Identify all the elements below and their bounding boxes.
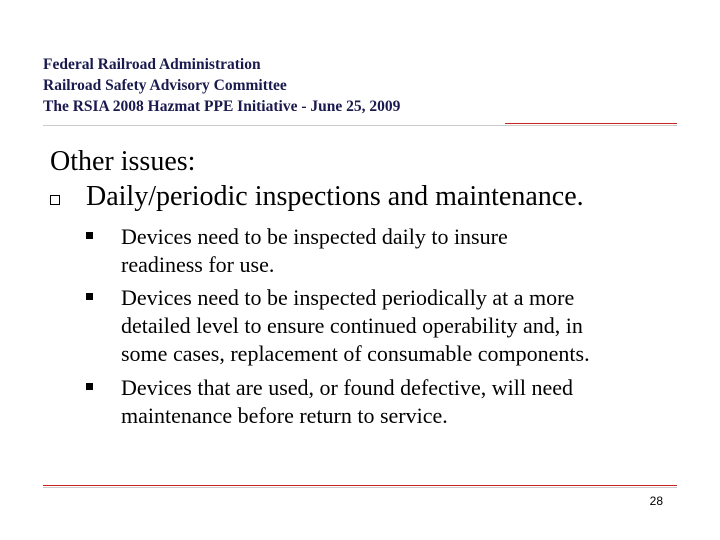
filled-square-bullet-icon <box>86 293 93 300</box>
bullet-level2-text <box>121 374 681 430</box>
filled-square-bullet-icon <box>86 383 93 390</box>
header-initiative: The RSIA 2008 Hazmat PPE Initiative - June 25, 2009 <box>43 98 401 115</box>
footer-divider <box>43 485 677 486</box>
header-divider <box>505 123 677 124</box>
filled-square-bullet-icon <box>86 232 93 239</box>
footer-divider-shadow <box>43 487 677 488</box>
bullet-line: Devices need to be inspected daily to insure <box>121 224 508 249</box>
bullet-line: detailed level to ensure continued operability and, in <box>121 313 583 338</box>
page-number: 28 <box>649 494 663 508</box>
slide-heading: Other issues: <box>50 146 196 177</box>
bullet-line: maintenance before return to service. <box>121 403 448 428</box>
bullet-line: some cases, replacement of consumable components. <box>121 341 590 366</box>
bullet-line: readiness for use. <box>121 252 275 277</box>
header-organization: Federal Railroad Administration <box>43 56 261 73</box>
hollow-square-bullet-icon <box>50 195 60 205</box>
header-divider-shadow <box>43 125 677 126</box>
bullet-line: Devices that are used, or found defective, will need <box>121 375 574 400</box>
bullet-level2-text <box>121 223 681 279</box>
bullet-level1-text: Daily/periodic inspections and maintenance. <box>86 181 584 212</box>
header-committee: Railroad Safety Advisory Committee <box>43 77 287 94</box>
bullet-line: Devices need to be inspected periodically at a more <box>121 285 575 310</box>
bullet-level2-text <box>121 284 681 368</box>
slide-header <box>43 54 400 117</box>
